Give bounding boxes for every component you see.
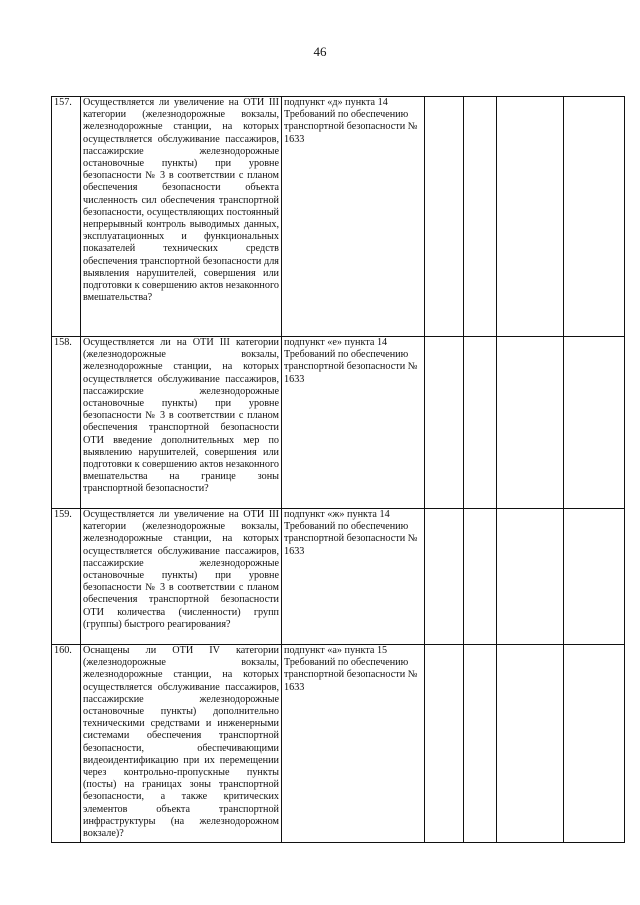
legal-reference: подпункт «а» пункта 15 Требований по обеспечению транспортной безопасности № 1633 [282, 645, 425, 843]
answer-cell-1 [425, 337, 464, 509]
row-number: 158. [52, 337, 81, 509]
answer-cell-3 [497, 97, 564, 337]
question-text: Осуществляется ли увеличение на ОТИ III категории (железнодорожные вокзалы, железнодорожные станции, на которых осуществляется обслуживание пассажиров, пассажирские железнодорожные остановочные пункты) при уровне безопасности № 3 в соответствии с планом обеспечения безопасности объекта численность сил обеспечения транспортной безопасности, осуществляющих постоянный непрерывный контроль выводимых данных, эксплуатационных и функциональных показателей технических средств обеспечения транспортной безопасности для выявления нарушителей, совершения или подготовки к совершению актов незаконного вмешательства? [81, 97, 282, 337]
question-text: Оснащены ли ОТИ IV категории (железнодорожные вокзалы, железнодорожные станции, на которых осуществляется обслуживание пассажиров, пассажирские железнодорожные остановочные пункты) дополнительно техническими средствами и инженерными системами обеспечения транспортной безопасности, обеспечивающими видеоидентификацию при их перемещении через контрольно-пропускные пункты (посты) на границах зоны транспортной безопасности, а также критических элементов объекта транспортной инфраструктуры (на железнодорожном вокзале)? [81, 645, 282, 843]
table-row [52, 97, 625, 337]
legal-reference: подпункт «д» пункта 14 Требований по обеспечению транспортной безопасности № 1633 [282, 97, 425, 337]
answer-cell-3 [497, 337, 564, 509]
table-row [52, 509, 625, 645]
answer-cell-2 [464, 509, 497, 645]
table-row [52, 645, 625, 843]
answer-cell-3 [497, 645, 564, 843]
legal-reference: подпункт «е» пункта 14 Требований по обеспечению транспортной безопасности № 1633 [282, 337, 425, 509]
row-number: 157. [52, 97, 81, 337]
checklist-table [51, 96, 625, 843]
legal-reference: подпункт «ж» пункта 14 Требований по обеспечению транспортной безопасности № 1633 [282, 509, 425, 645]
answer-cell-4 [564, 645, 625, 843]
question-text: Осуществляется ли на ОТИ III категории (железнодорожные вокзалы, железнодорожные станции, на которых осуществляется обслуживание пассажиров, пассажирские железнодорожные остановочные пункты) при уровне безопасности № 3 в соответствии с планом обеспечения транспортной безопасности ОТИ введение дополнительных мер по выявлению нарушителей, совершения или подготовки к совершению актов незаконного вмешательства на границе зоны транспортной безопасности? [81, 337, 282, 509]
row-number: 160. [52, 645, 81, 843]
answer-cell-3 [497, 509, 564, 645]
page-number: 46 [313, 44, 327, 59]
answer-cell-4 [564, 97, 625, 337]
answer-cell-4 [564, 509, 625, 645]
table-row [52, 337, 625, 509]
answer-cell-1 [425, 509, 464, 645]
answer-cell-1 [425, 97, 464, 337]
answer-cell-2 [464, 337, 497, 509]
question-text: Осуществляется ли увеличение на ОТИ III категории (железнодорожные вокзалы, железнодорожные станции, на которых осуществляется обслуживание пассажиров, пассажирские железнодорожные остановочные пункты) при уровне безопасности № 3 в соответствии с планом обеспечения транспортной безопасности ОТИ количества (численности) групп (группы) быстрого реагирования? [81, 509, 282, 645]
answer-cell-4 [564, 337, 625, 509]
row-number: 159. [52, 509, 81, 645]
answer-cell-2 [464, 645, 497, 843]
answer-cell-2 [464, 97, 497, 337]
answer-cell-1 [425, 645, 464, 843]
